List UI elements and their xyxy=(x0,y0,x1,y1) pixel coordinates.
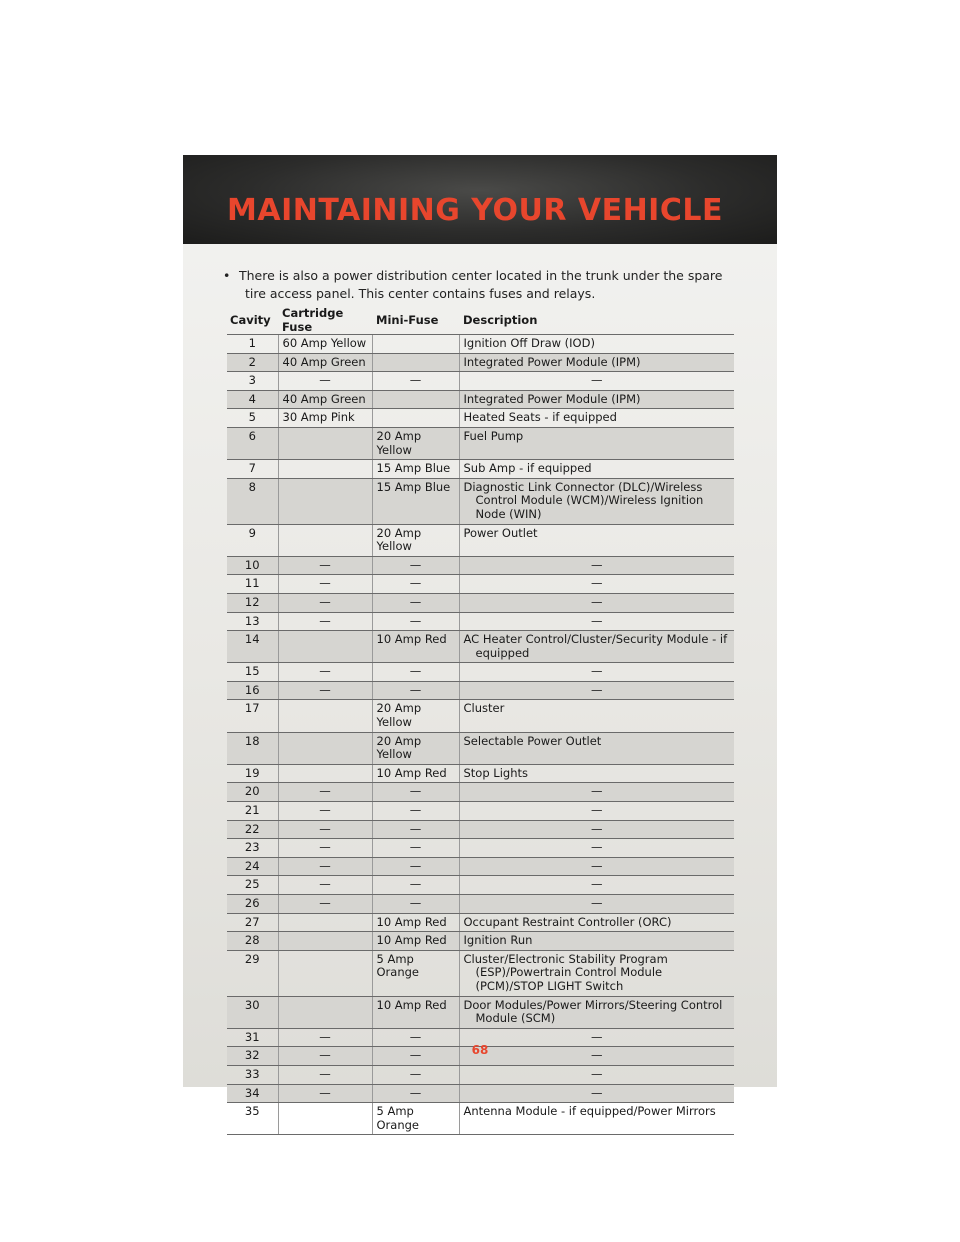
cell-cartridge-fuse: — xyxy=(278,556,372,575)
table-row xyxy=(227,409,734,428)
table-row xyxy=(227,427,734,459)
cell-description xyxy=(459,353,734,372)
table-row xyxy=(227,950,734,996)
fuse-table-body xyxy=(227,335,734,1135)
cell-cavity: 21 xyxy=(227,802,278,821)
cell-cavity: 35 xyxy=(227,1103,278,1135)
cell-description xyxy=(459,732,734,764)
description-text: Selectable Power Outlet xyxy=(463,733,602,748)
cell-cartridge-fuse: — xyxy=(278,802,372,821)
description-text: — xyxy=(591,858,603,873)
cell-mini-fuse: — xyxy=(372,663,459,682)
cell-cartridge-fuse xyxy=(278,427,372,459)
cell-cartridge-fuse xyxy=(278,950,372,996)
table-row xyxy=(227,524,734,556)
table-row xyxy=(227,732,734,764)
cell-cartridge-fuse xyxy=(278,460,372,479)
description-text: Stop Lights xyxy=(463,765,528,780)
cell-mini-fuse xyxy=(372,409,459,428)
cell-cavity: 29 xyxy=(227,950,278,996)
table-row xyxy=(227,802,734,821)
cell-cavity: 13 xyxy=(227,612,278,631)
description-text: Ignition Run xyxy=(463,933,533,948)
intro-paragraph xyxy=(223,267,741,303)
cell-mini-fuse: — xyxy=(372,1047,459,1066)
cell-cartridge-fuse xyxy=(278,478,372,524)
cell-mini-fuse: 10 Amp Red xyxy=(372,764,459,783)
cell-cavity: 6 xyxy=(227,427,278,459)
cell-cavity: 19 xyxy=(227,764,278,783)
cell-cavity: 3 xyxy=(227,372,278,391)
cell-cartridge-fuse: — xyxy=(278,876,372,895)
cell-mini-fuse: — xyxy=(372,612,459,631)
description-text: Power Outlet xyxy=(463,525,538,540)
cell-cavity: 31 xyxy=(227,1028,278,1047)
cell-description xyxy=(459,895,734,914)
cell-cavity: 9 xyxy=(227,524,278,556)
cell-cartridge-fuse xyxy=(278,631,372,663)
cell-cavity: 17 xyxy=(227,700,278,732)
cell-cartridge-fuse: — xyxy=(278,372,372,391)
cell-description xyxy=(459,857,734,876)
cell-description xyxy=(459,460,734,479)
description-text: — xyxy=(591,840,603,855)
cell-description xyxy=(459,593,734,612)
cell-cavity: 32 xyxy=(227,1047,278,1066)
cell-description xyxy=(459,390,734,409)
cell-description xyxy=(459,631,734,663)
cell-description xyxy=(459,556,734,575)
description-text: — xyxy=(591,803,603,818)
cell-description xyxy=(459,478,734,524)
cell-cartridge-fuse: — xyxy=(278,839,372,858)
cell-cavity: 4 xyxy=(227,390,278,409)
cell-cartridge-fuse xyxy=(278,732,372,764)
cell-cartridge-fuse: 60 Amp Yellow xyxy=(278,335,372,354)
table-row xyxy=(227,1103,734,1135)
cell-cartridge-fuse: — xyxy=(278,895,372,914)
cell-cavity: 27 xyxy=(227,913,278,932)
cell-description xyxy=(459,820,734,839)
cell-mini-fuse: 15 Amp Blue xyxy=(372,478,459,524)
table-row xyxy=(227,839,734,858)
cell-mini-fuse: — xyxy=(372,372,459,391)
cell-mini-fuse: — xyxy=(372,802,459,821)
cell-mini-fuse: 10 Amp Red xyxy=(372,996,459,1028)
table-row xyxy=(227,1084,734,1103)
cell-description xyxy=(459,1103,734,1135)
description-text: — xyxy=(591,784,603,799)
table-row xyxy=(227,612,734,631)
table-row xyxy=(227,876,734,895)
description-text: Antenna Module - if equipped/Power Mirrors xyxy=(463,1104,716,1119)
table-row xyxy=(227,681,734,700)
cell-mini-fuse: — xyxy=(372,783,459,802)
table-row xyxy=(227,556,734,575)
description-text: — xyxy=(591,1085,603,1100)
cell-mini-fuse: — xyxy=(372,593,459,612)
cell-cartridge-fuse: 30 Amp Pink xyxy=(278,409,372,428)
cell-cavity: 2 xyxy=(227,353,278,372)
table-row xyxy=(227,1065,734,1084)
cell-description xyxy=(459,764,734,783)
cell-cavity: 12 xyxy=(227,593,278,612)
cell-description xyxy=(459,839,734,858)
table-row xyxy=(227,783,734,802)
cell-description xyxy=(459,372,734,391)
cell-cartridge-fuse: — xyxy=(278,783,372,802)
cell-mini-fuse: — xyxy=(372,1065,459,1084)
cell-mini-fuse: — xyxy=(372,839,459,858)
cell-cavity: 11 xyxy=(227,575,278,594)
intro-text: There is also a power distribution center located in the trunk under the spare tire access panel. This center contains fuses and relays. xyxy=(239,268,723,301)
cell-cartridge-fuse: — xyxy=(278,857,372,876)
cell-mini-fuse: — xyxy=(372,820,459,839)
description-text: Integrated Power Module (IPM) xyxy=(463,354,641,369)
cell-mini-fuse: 10 Amp Red xyxy=(372,913,459,932)
cell-mini-fuse: 20 Amp Yellow xyxy=(372,732,459,764)
description-text: — xyxy=(591,664,603,679)
cell-mini-fuse: — xyxy=(372,681,459,700)
cell-cartridge-fuse: — xyxy=(278,1084,372,1103)
description-text: Door Modules/Power Mirrors/Steering Control Module (SCM) xyxy=(463,997,723,1026)
description-text: AC Heater Control/Cluster/Security Module - if equipped xyxy=(463,632,728,660)
column-header-description: Description xyxy=(459,306,734,335)
table-row xyxy=(227,932,734,951)
description-text: — xyxy=(591,821,603,836)
cell-mini-fuse: 20 Amp Yellow xyxy=(372,427,459,459)
table-row xyxy=(227,631,734,663)
cell-cartridge-fuse: — xyxy=(278,612,372,631)
cell-mini-fuse: 5 Amp Orange xyxy=(372,950,459,996)
cell-cartridge-fuse xyxy=(278,524,372,556)
description-text: — xyxy=(591,613,603,628)
cell-cavity: 24 xyxy=(227,857,278,876)
cell-cavity: 14 xyxy=(227,631,278,663)
cell-cartridge-fuse xyxy=(278,932,372,951)
cell-cavity: 5 xyxy=(227,409,278,428)
description-text: — xyxy=(591,576,603,591)
cell-cavity: 26 xyxy=(227,895,278,914)
cell-cartridge-fuse: — xyxy=(278,1028,372,1047)
description-text: Cluster xyxy=(463,701,505,716)
cell-description xyxy=(459,524,734,556)
description-text: Integrated Power Module (IPM) xyxy=(463,391,641,406)
table-row xyxy=(227,996,734,1028)
description-text: Cluster/Electronic Stability Program (ESP)/Powertrain Control Module (PCM)/STOP LIGHT Switch xyxy=(463,951,668,993)
cell-cartridge-fuse xyxy=(278,996,372,1028)
table-row xyxy=(227,764,734,783)
description-text: Diagnostic Link Connector (DLC)/Wireless Control Module (WCM)/Wireless Ignition Node (WIN) xyxy=(463,479,704,521)
table-row xyxy=(227,857,734,876)
cell-cavity: 22 xyxy=(227,820,278,839)
cell-mini-fuse: — xyxy=(372,1084,459,1103)
cell-cavity: 28 xyxy=(227,932,278,951)
cell-description xyxy=(459,950,734,996)
cell-cavity: 23 xyxy=(227,839,278,858)
section-title: MAINTAINING YOUR VEHICLE xyxy=(227,193,723,228)
cell-description xyxy=(459,427,734,459)
cell-description xyxy=(459,575,734,594)
cell-mini-fuse: — xyxy=(372,1028,459,1047)
description-text: — xyxy=(591,594,603,609)
description-text: — xyxy=(591,557,603,572)
manual-page xyxy=(183,155,777,1132)
page-number: 68 xyxy=(471,1043,489,1057)
cell-cartridge-fuse: — xyxy=(278,1065,372,1084)
cell-cavity: 1 xyxy=(227,335,278,354)
table-row xyxy=(227,575,734,594)
cell-mini-fuse xyxy=(372,335,459,354)
cell-mini-fuse: — xyxy=(372,575,459,594)
cell-description xyxy=(459,612,734,631)
bullet: • xyxy=(223,268,231,283)
cell-description xyxy=(459,802,734,821)
cell-mini-fuse: — xyxy=(372,876,459,895)
description-text: — xyxy=(591,682,603,697)
cell-description xyxy=(459,876,734,895)
table-row xyxy=(227,663,734,682)
cell-mini-fuse: — xyxy=(372,556,459,575)
cell-cartridge-fuse: 40 Amp Green xyxy=(278,353,372,372)
table-row xyxy=(227,820,734,839)
description-text: — xyxy=(591,1029,603,1044)
cell-description xyxy=(459,700,734,732)
cell-description xyxy=(459,1065,734,1084)
cell-mini-fuse: — xyxy=(372,857,459,876)
fuse-table xyxy=(227,306,734,1135)
column-header-mini: Mini-Fuse xyxy=(372,306,459,335)
table-row xyxy=(227,478,734,524)
description-text: — xyxy=(591,877,603,892)
table-row xyxy=(227,372,734,391)
cell-cavity: 16 xyxy=(227,681,278,700)
cell-cartridge-fuse: 40 Amp Green xyxy=(278,390,372,409)
description-text: Ignition Off Draw (IOD) xyxy=(463,336,595,350)
cell-mini-fuse: 20 Amp Yellow xyxy=(372,700,459,732)
description-text: Sub Amp - if equipped xyxy=(463,461,592,476)
cell-cartridge-fuse xyxy=(278,1103,372,1135)
description-text: Heated Seats - if equipped xyxy=(463,410,617,425)
cell-cavity: 34 xyxy=(227,1084,278,1103)
cell-cartridge-fuse xyxy=(278,764,372,783)
cell-cavity: 25 xyxy=(227,876,278,895)
cell-cavity: 7 xyxy=(227,460,278,479)
description-text: Occupant Restraint Controller (ORC) xyxy=(463,914,672,929)
cell-cartridge-fuse xyxy=(278,913,372,932)
cell-cavity: 15 xyxy=(227,663,278,682)
column-header-cavity: Cavity xyxy=(227,306,278,335)
table-row xyxy=(227,460,734,479)
description-text: Fuel Pump xyxy=(463,428,524,443)
table-header-row xyxy=(227,306,734,335)
cell-cavity: 33 xyxy=(227,1065,278,1084)
table-row xyxy=(227,353,734,372)
section-header xyxy=(183,155,777,244)
cell-mini-fuse xyxy=(372,353,459,372)
cell-description xyxy=(459,663,734,682)
description-text: — xyxy=(591,896,603,910)
table-row xyxy=(227,700,734,732)
column-header-cartridge: Cartridge Fuse xyxy=(278,306,372,335)
cell-cavity: 30 xyxy=(227,996,278,1028)
cell-cartridge-fuse: — xyxy=(278,820,372,839)
cell-description xyxy=(459,681,734,700)
cell-cavity: 18 xyxy=(227,732,278,764)
cell-cavity: 20 xyxy=(227,783,278,802)
table-row xyxy=(227,593,734,612)
cell-mini-fuse: 10 Amp Red xyxy=(372,932,459,951)
cell-mini-fuse: — xyxy=(372,895,459,914)
cell-description xyxy=(459,1084,734,1103)
cell-description xyxy=(459,409,734,428)
cell-cartridge-fuse: — xyxy=(278,593,372,612)
cell-description xyxy=(459,996,734,1028)
cell-mini-fuse: 15 Amp Blue xyxy=(372,460,459,479)
table-row xyxy=(227,390,734,409)
table-row xyxy=(227,913,734,932)
cell-description xyxy=(459,913,734,932)
cell-cartridge-fuse: — xyxy=(278,575,372,594)
cell-cavity: 10 xyxy=(227,556,278,575)
table-row xyxy=(227,335,734,354)
cell-mini-fuse: 5 Amp Orange xyxy=(372,1103,459,1135)
cell-description xyxy=(459,783,734,802)
cell-cartridge-fuse: — xyxy=(278,1047,372,1066)
cell-cartridge-fuse: — xyxy=(278,681,372,700)
cell-mini-fuse: 10 Amp Red xyxy=(372,631,459,663)
cell-cartridge-fuse: — xyxy=(278,663,372,682)
description-text: — xyxy=(591,1066,603,1081)
cell-mini-fuse: 20 Amp Yellow xyxy=(372,524,459,556)
cell-mini-fuse xyxy=(372,390,459,409)
cell-description xyxy=(459,932,734,951)
cell-description xyxy=(459,335,734,354)
cell-cartridge-fuse xyxy=(278,700,372,732)
description-text: — xyxy=(591,1048,603,1063)
description-text: — xyxy=(591,373,603,388)
cell-cavity: 8 xyxy=(227,478,278,524)
table-row xyxy=(227,895,734,914)
